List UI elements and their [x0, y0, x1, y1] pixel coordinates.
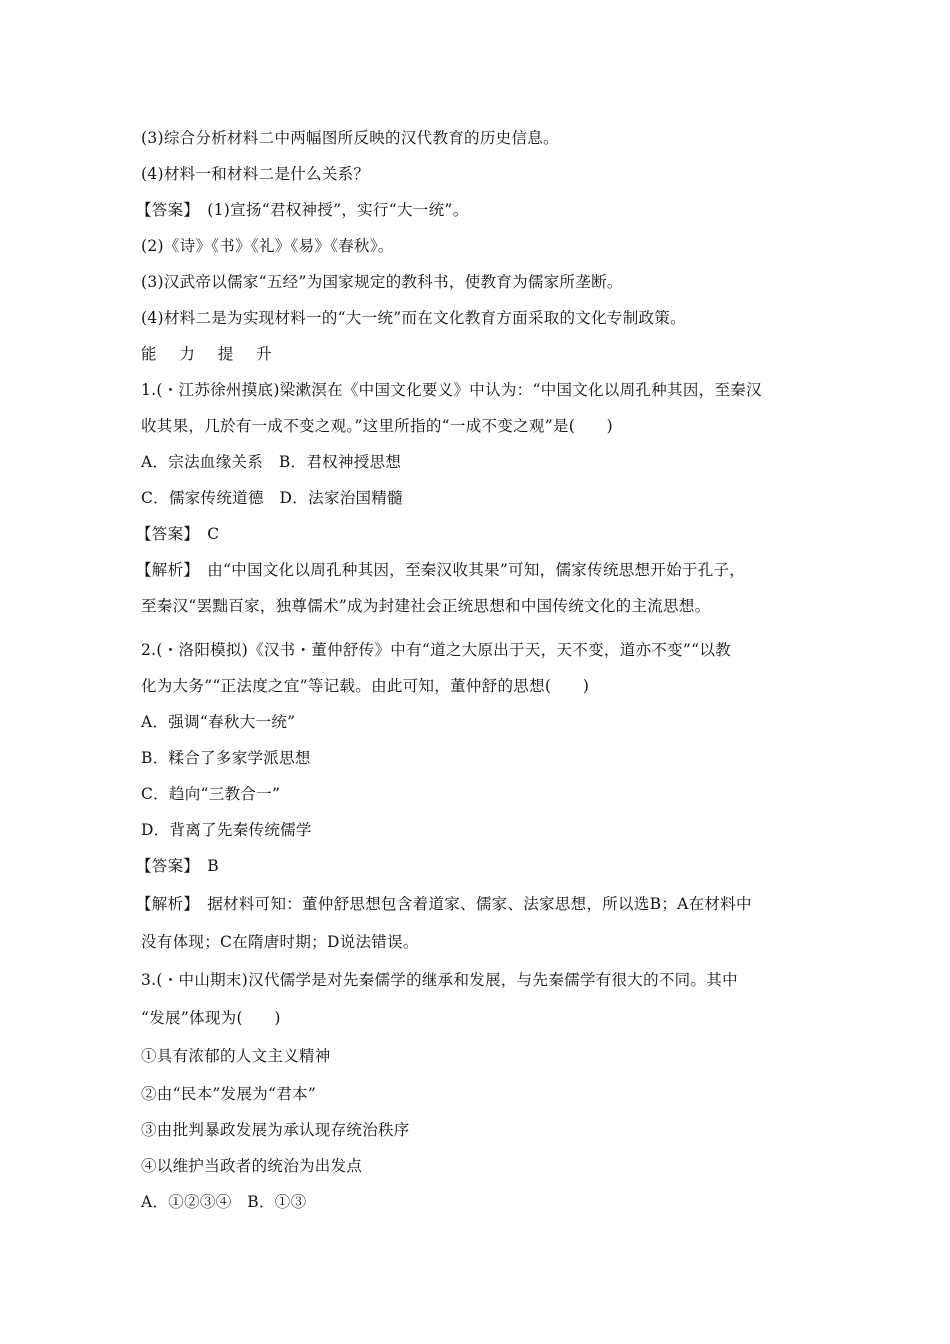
q2-option-c: C．趋向“三教合一”: [141, 785, 281, 803]
q3-stem-line-2: “发展”体现为( ): [141, 1009, 281, 1027]
answer-line-2: (2)《诗》《书》《礼》《易》《春秋》。: [141, 237, 394, 255]
q2-answer: 【答案】 B: [136, 857, 219, 875]
q3-item-1: ①具有浓郁的人文主义精神: [141, 1047, 331, 1065]
q1-options-ab: A．宗法血缘关系 B．君权神授思想: [141, 453, 402, 471]
section-heading: 能 力 提 升: [141, 345, 281, 363]
q1-answer: 【答案】 C: [136, 525, 220, 543]
q2-stem-line-2: 化为大务”“正法度之宜”等记载。由此可知，董仲舒的思想( ): [141, 677, 590, 695]
q3-item-4: ④以维护当政者的统治为出发点: [141, 1157, 363, 1175]
q3-item-2: ②由“民本”发展为“君本”: [141, 1085, 317, 1103]
q2-option-d: D．背离了先秦传统儒学: [141, 821, 312, 839]
q1-options-cd: C．儒家传统道德 D．法家治国精髓: [141, 489, 403, 507]
q2-option-a: A．强调“春秋大一统”: [141, 713, 296, 731]
answer-line-1: 【答案】 (1)宣扬“君权神授”，实行“大一统”。: [136, 201, 469, 219]
q1-analysis-line-2: 至秦汉“罢黜百家，独尊儒术”成为封建社会正统思想和中国传统文化的主流思想。: [141, 597, 711, 615]
q1-stem-line-1: 1.(・江苏徐州摸底)梁漱溟在《中国文化要义》中认为：“中国文化以周孔种其因，至秦汉: [141, 381, 762, 399]
q2-stem-line-1: 2.(・洛阳模拟)《汉书・董仲舒传》中有“道之大原出于天，天不变，道亦不变”“以教: [141, 641, 731, 659]
q3-options-ab: A．①②③④ B．①③: [141, 1193, 307, 1211]
q2-analysis-line-2: 没有体现；C在隋唐时期；D说法错误。: [141, 933, 419, 951]
q2-analysis-line-1: 【解析】 据材料可知：董仲舒思想包含着道家、儒家、法家思想，所以选B；A在材料中: [136, 895, 752, 913]
q1-stem-line-2: 收其果，几於有一成不变之观。”这里所指的“一成不变之观”是( ): [141, 417, 614, 435]
answer-line-4: (4)材料二是为实现材料一的“大一统”而在文化教育方面采取的文化专制政策。: [141, 309, 686, 327]
q3-item-3: ③由批判暴政发展为承认现存统治秩序: [141, 1121, 410, 1139]
q3-stem-line-1: 3.(・中山期末)汉代儒学是对先秦儒学的继承和发展，与先秦儒学有很大的不同。其中: [141, 971, 738, 989]
answer-line-3: (3)汉武帝以儒家“五经”为国家规定的教科书，使教育为儒家所垄断。: [141, 273, 623, 291]
q1-analysis-line-1: 【解析】 由“中国文化以周孔种其因，至秦汉收其果”可知，儒家传统思想开始于孔子，: [136, 561, 746, 579]
question-3-prompt: (3)综合分析材料二中两幅图所反映的汉代教育的历史信息。: [141, 129, 559, 147]
question-4-prompt: (4)材料一和材料二是什么关系？: [141, 165, 370, 183]
q2-option-b: B．糅合了多家学派思想: [141, 749, 311, 767]
